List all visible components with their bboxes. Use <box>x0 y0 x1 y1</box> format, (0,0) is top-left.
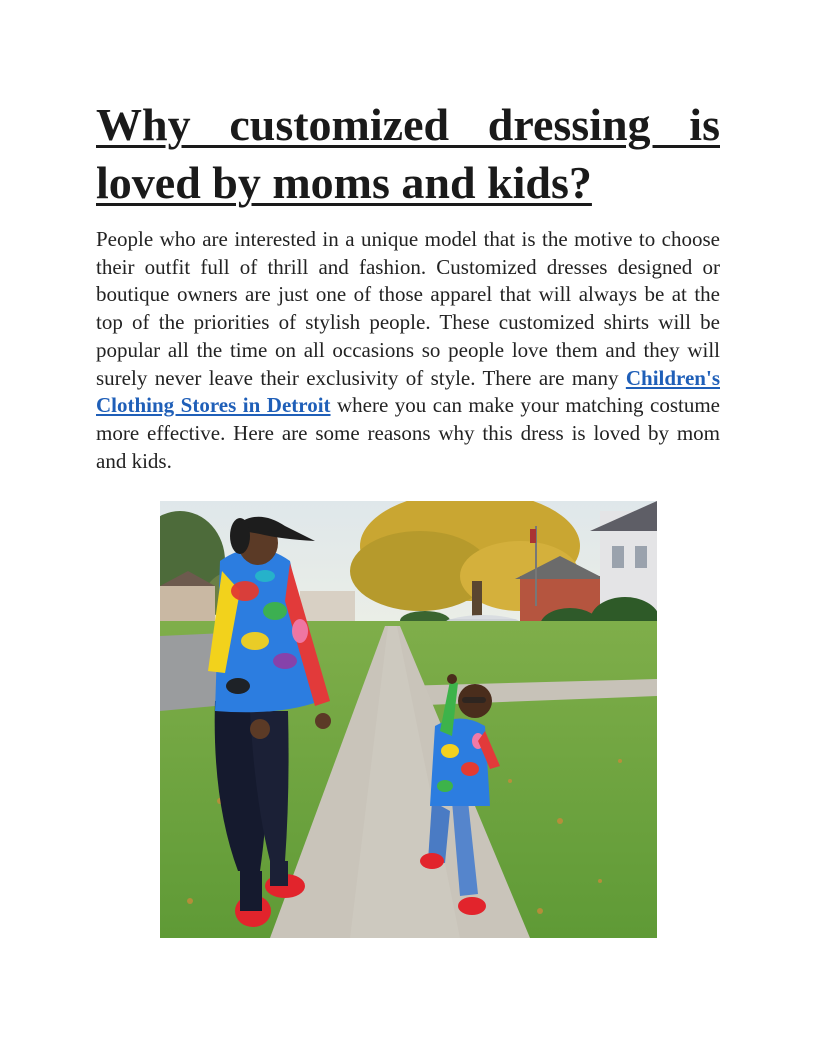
intro-paragraph <box>96 226 720 475</box>
mom-and-kid-photo <box>160 501 657 938</box>
paragraph-text-after-link: where you can make your matching costume more effective. Here are some reasons why this dress is loved by mom and kids. <box>96 393 720 473</box>
childrens-clothing-stores-link[interactable]: Children's Clothing Stores in Detroit <box>96 365 720 418</box>
paragraph-text-before-link: People who are interested in a unique model that is the motive to choose their outfit full of thrill and fashion. Customized dresses designed or boutique owners are just one of those apparel that will always be at the top of the priorities of stylish people. These customized shirts will be popular all the time on all occasions so people love them and they will surely never leave their exclusivity of style. There are many <box>96 227 720 390</box>
page-title: Why customized dressing is loved by moms and kids? <box>96 99 720 208</box>
